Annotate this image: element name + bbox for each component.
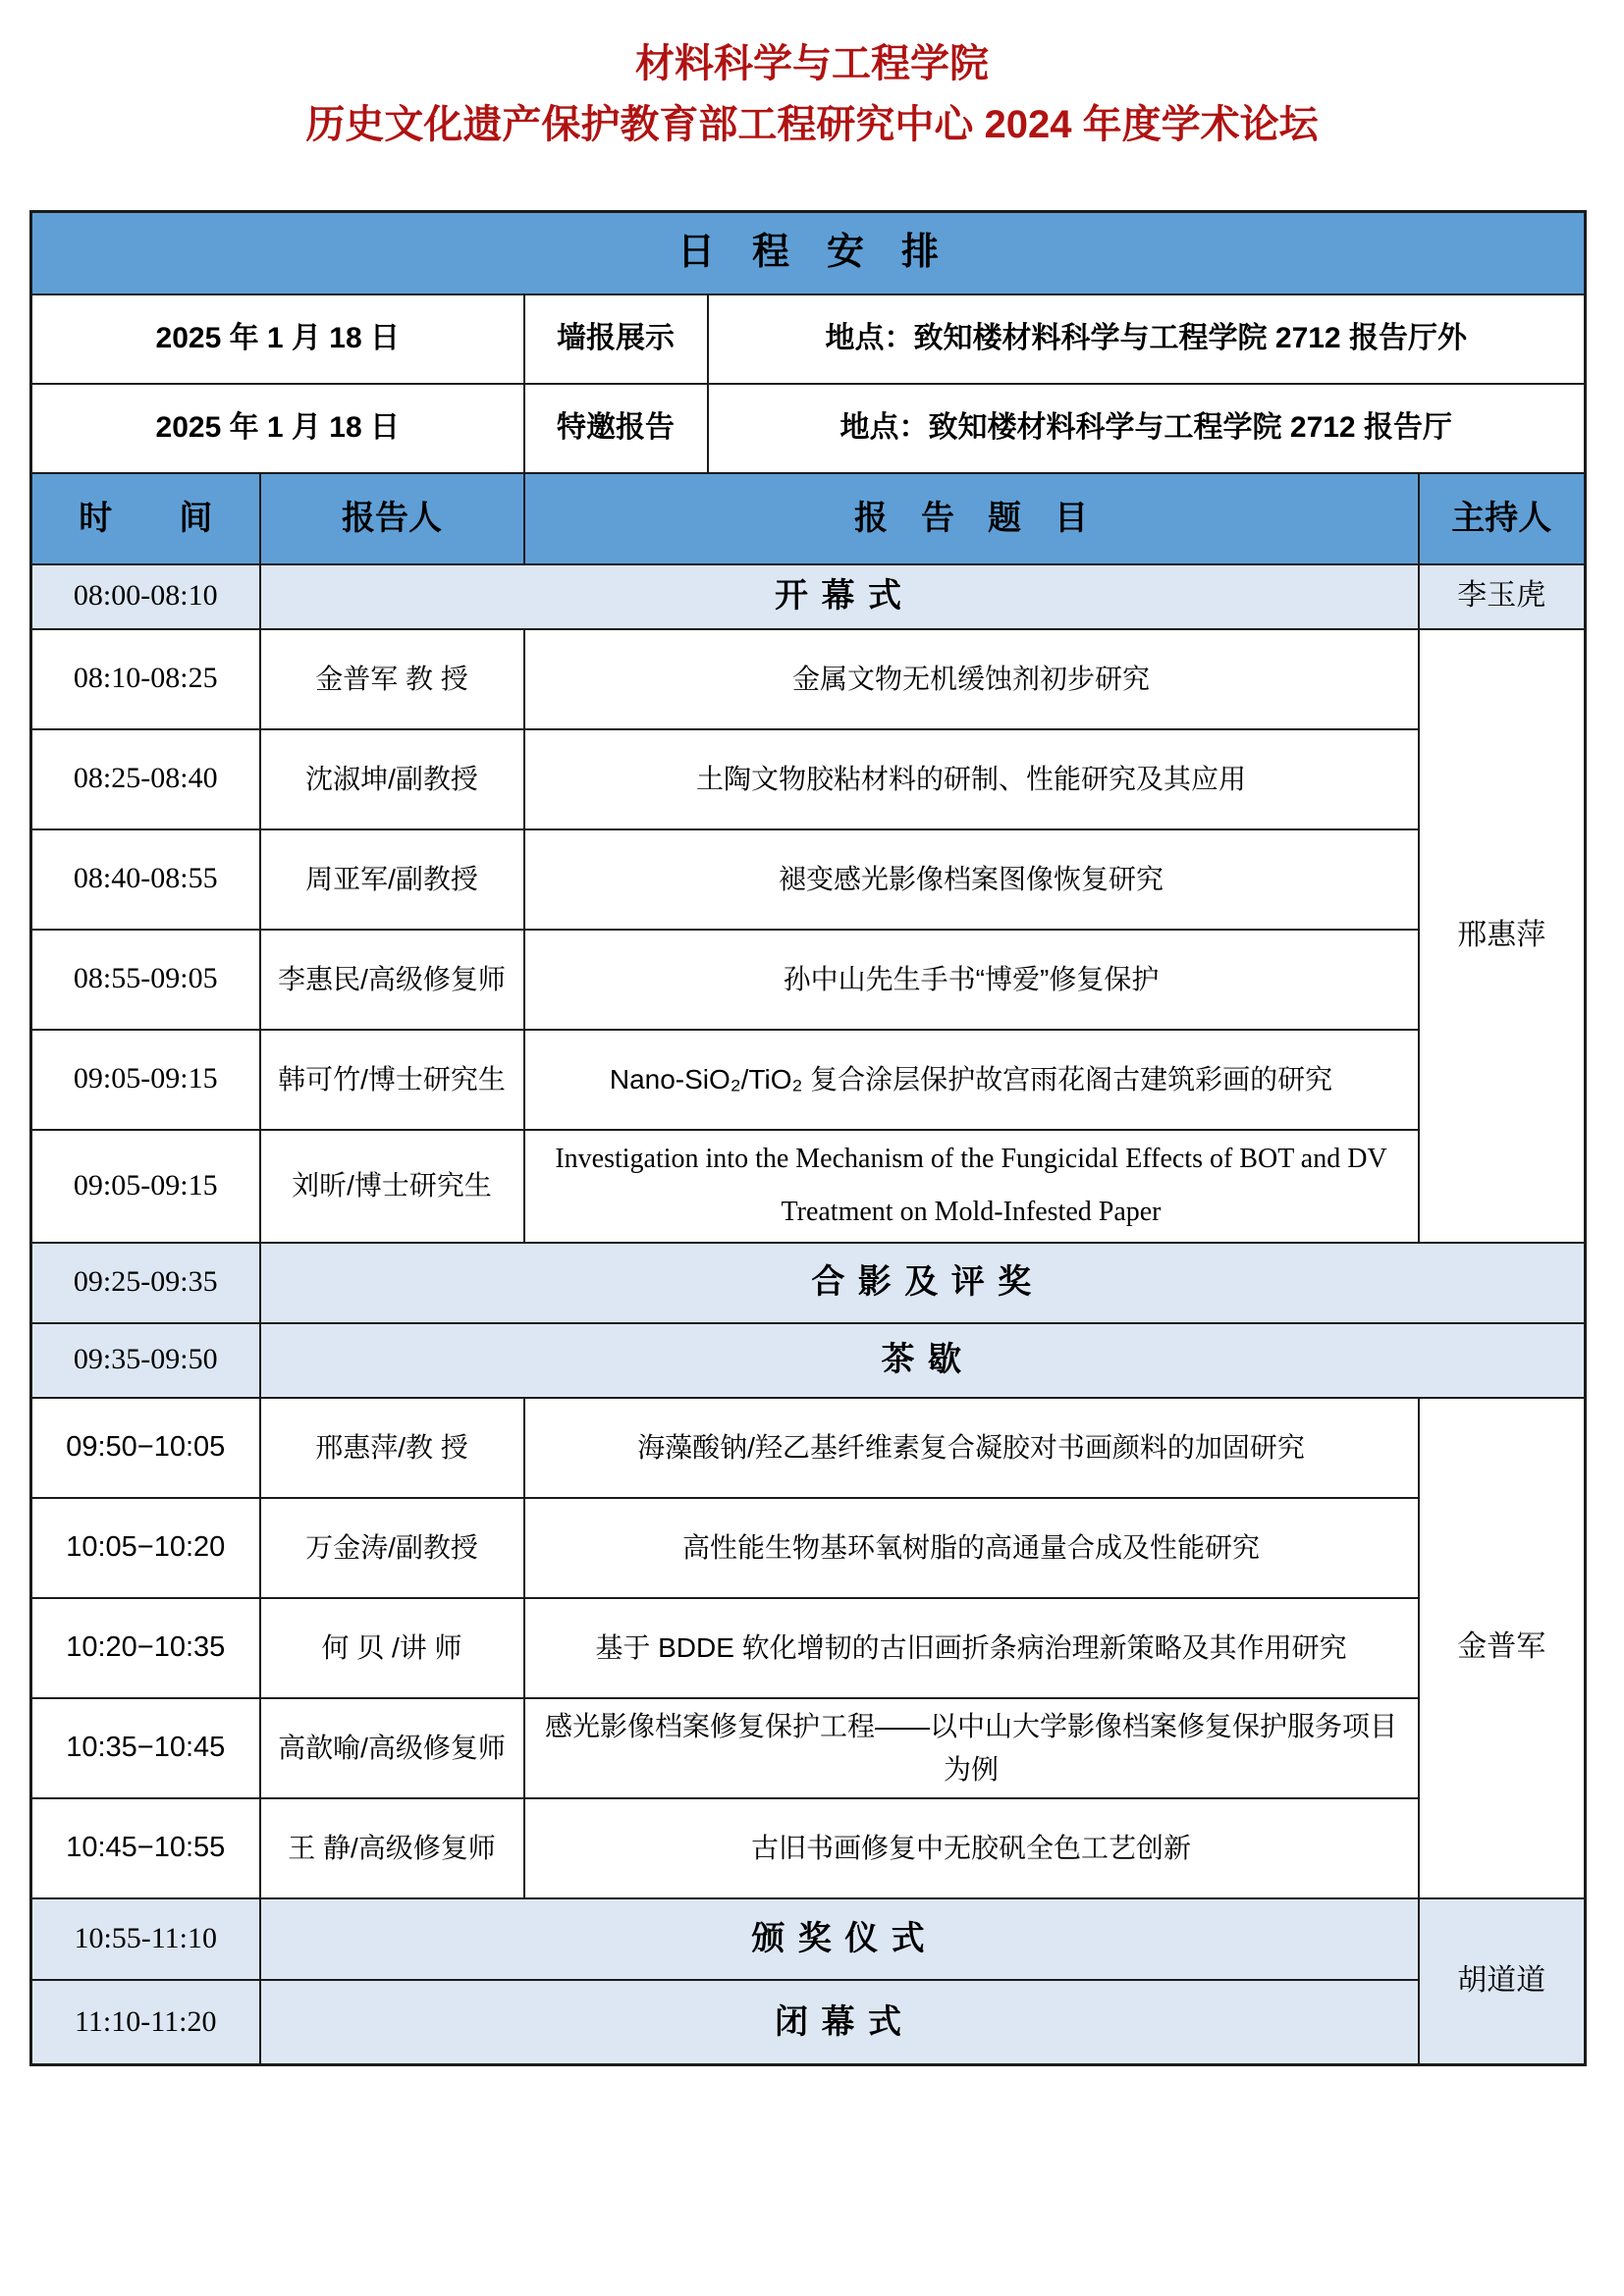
session-cell: 茶 歇 <box>260 1323 1586 1398</box>
page-title-line2: 历史文化遗产保护教育部工程研究中心 2024 年度学术论坛 <box>305 103 1319 146</box>
title-cell: 海藻酸钠/羟乙基纤维素复合凝胶对书画颜料的加固研究 <box>524 1398 1419 1498</box>
time-cell: 09:25-09:35 <box>31 1243 260 1323</box>
host-cell: 金普军 <box>1419 1398 1586 1898</box>
banner-row <box>31 212 1586 294</box>
info-location: 地点：致知楼材料科学与工程学院 2712 报告厅 <box>708 384 1586 473</box>
speaker-cell: 王 静/高级修复师 <box>260 1798 524 1898</box>
info-row <box>31 294 1586 384</box>
time-cell: 10:55-11:10 <box>31 1898 260 1980</box>
table-row-session <box>31 1243 1586 1323</box>
time-cell: 08:00-08:10 <box>31 564 260 629</box>
info-date: 2025 年 1 月 18 日 <box>31 384 524 473</box>
table-row <box>31 1398 1586 1498</box>
col-header-time: 时 间 <box>31 473 260 564</box>
info-row <box>31 384 1586 473</box>
info-date: 2025 年 1 月 18 日 <box>31 294 524 384</box>
table-row <box>31 1698 1586 1798</box>
title-cell: 高性能生物基环氧树脂的高通量合成及性能研究 <box>524 1498 1419 1598</box>
session-cell: 合 影 及 评 奖 <box>260 1243 1586 1323</box>
speaker-cell: 韩可竹/博士研究生 <box>260 1030 524 1130</box>
speaker-cell: 高歆喻/高级修复师 <box>260 1698 524 1798</box>
speaker-cell: 沈淑坤/副教授 <box>260 729 524 829</box>
table-row <box>31 930 1586 1030</box>
info-kind: 特邀报告 <box>524 384 708 473</box>
title-cell: 孙中山先生手书“博爱”修复保护 <box>524 930 1419 1030</box>
col-header-speaker: 报告人 <box>260 473 524 564</box>
table-row <box>31 729 1586 829</box>
table-row <box>31 1598 1586 1698</box>
speaker-cell: 万金涛/副教授 <box>260 1498 524 1598</box>
session-cell: 颁 奖 仪 式 <box>260 1898 1419 1980</box>
host-cell: 胡道道 <box>1419 1898 1586 2065</box>
col-header-title: 报 告 题 目 <box>524 473 1419 564</box>
title-cell: Nano-SiO₂/TiO₂ 复合涂层保护故宫雨花阁古建筑彩画的研究 <box>524 1030 1419 1130</box>
title-cell: 感光影像档案修复保护工程——以中山大学影像档案修复保护服务项目为例 <box>524 1698 1419 1798</box>
time-cell: 08:10-08:25 <box>31 629 260 729</box>
time-cell: 09:35-09:50 <box>31 1323 260 1398</box>
title-cell: Investigation into the Mechanism of the Fungicidal Effects of BOT and DV Treatment on Mold-Infested Paper <box>524 1130 1419 1243</box>
table-row-opening <box>31 564 1586 629</box>
session-cell: 开 幕 式 <box>260 564 1419 629</box>
title-cell: 褪变感光影像档案图像恢复研究 <box>524 829 1419 930</box>
time-cell: 10:05−10:20 <box>31 1498 260 1598</box>
speaker-cell: 李惠民/高级修复师 <box>260 930 524 1030</box>
time-cell: 09:50−10:05 <box>31 1398 260 1498</box>
title-cell: 土陶文物胶粘材料的研制、性能研究及其应用 <box>524 729 1419 829</box>
speaker-cell: 金普军 教 授 <box>260 629 524 729</box>
time-cell: 10:20−10:35 <box>31 1598 260 1698</box>
time-cell: 11:10-11:20 <box>31 1980 260 2065</box>
host-cell: 邢惠萍 <box>1419 629 1586 1243</box>
time-cell: 08:25-08:40 <box>31 729 260 829</box>
title-cell: 古旧书画修复中无胶矾全色工艺创新 <box>524 1798 1419 1898</box>
table-row <box>31 1130 1586 1243</box>
table-row-session <box>31 1323 1586 1398</box>
table-row <box>31 829 1586 930</box>
session-cell: 闭 幕 式 <box>260 1980 1419 2065</box>
schedule-table <box>29 210 1587 2066</box>
table-row-session <box>31 1898 1586 1980</box>
page-title-line1: 材料科学与工程学院 <box>635 42 989 85</box>
table-row <box>31 1498 1586 1598</box>
speaker-cell: 周亚军/副教授 <box>260 829 524 930</box>
banner-cell: 日 程 安 排 <box>31 212 1586 294</box>
table-row <box>31 1030 1586 1130</box>
title-cell: 基于 BDDE 软化增韧的古旧画折条病治理新策略及其作用研究 <box>524 1598 1419 1698</box>
host-cell: 李玉虎 <box>1419 564 1586 629</box>
speaker-cell: 刘昕/博士研究生 <box>260 1130 524 1243</box>
time-cell: 08:55-09:05 <box>31 930 260 1030</box>
table-row <box>31 629 1586 729</box>
table-row-session <box>31 1980 1586 2065</box>
table-row <box>31 1798 1586 1898</box>
speaker-cell: 邢惠萍/教 授 <box>260 1398 524 1498</box>
document-header <box>0 0 1624 149</box>
column-header-row <box>31 473 1586 564</box>
info-location: 地点：致知楼材料科学与工程学院 2712 报告厅外 <box>708 294 1586 384</box>
time-cell: 08:40-08:55 <box>31 829 260 930</box>
time-cell: 09:05-09:15 <box>31 1130 260 1243</box>
time-cell: 10:45−10:55 <box>31 1798 260 1898</box>
time-cell: 10:35−10:45 <box>31 1698 260 1798</box>
title-cell: 金属文物无机缓蚀剂初步研究 <box>524 629 1419 729</box>
col-header-host: 主持人 <box>1419 473 1586 564</box>
info-kind: 墙报展示 <box>524 294 708 384</box>
time-cell: 09:05-09:15 <box>31 1030 260 1130</box>
speaker-cell: 何 贝 /讲 师 <box>260 1598 524 1698</box>
